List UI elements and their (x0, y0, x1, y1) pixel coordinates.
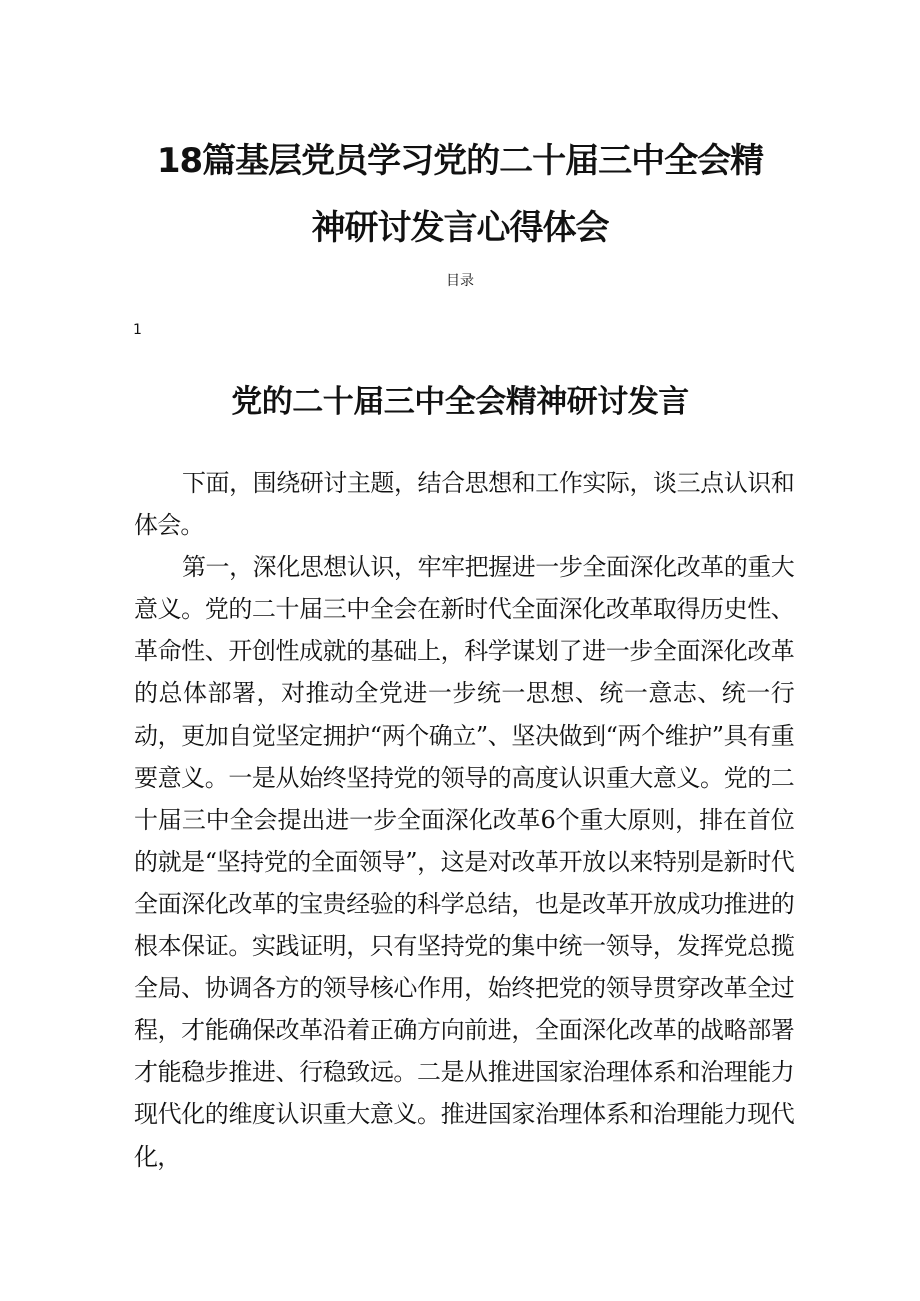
paragraph-1: 下面，围绕研讨主题，结合思想和工作实际，谈三点认识和体会。 (134, 469, 794, 540)
table-of-contents-number: 1 (133, 322, 142, 338)
section-heading: 党的二十届三中全会精神研讨发言 (231, 384, 689, 420)
document-title-line-2: 神研讨发言心得体会 (311, 208, 609, 248)
paragraph-2: 第一，深化思想认识，牢牢把握进一步全面深化改革的重大意义。党的二十届三中全会在新时代全面深化改革取得历史性、革命性、开创性成就的基础上，科学谋划了进一步全面深化改革的总体部署，对推动全党进一步统一思想、统一意志、统一行动，更加自觉坚定拥护“两个确立”、坚决做到“两个维护”具有重要意义。一是从始终坚持党的领导的高度认识重大意义。党的二十届三中全会提出进一步全面深化改革6个重大原则，排在首位的就是“坚持党的全面领导”，这是对改革开放以来特别是新时代全面深化改革的宝贵经验的科学总结，也是改革开放成功推进的根本保证。实践证明，只有坚持党的集中统一领导，发挥党总揽全局、协调各方的领导核心作用，始终把党的领导贯穿改革全过程，才能确保改革沿着正确方向前进，全面深化改革的战略部署才能稳步推进、行稳致远。二是从推进国家治理体系和治理能力现代化的维度认识重大意义。推进国家治理体系和治理能力现代化， (134, 553, 794, 1171)
body-text (134, 462, 794, 1178)
table-of-contents-label: 目录 (446, 273, 474, 289)
document-title-line-1: 18篇基层党员学习党的二十届三中全会精 (156, 141, 764, 181)
